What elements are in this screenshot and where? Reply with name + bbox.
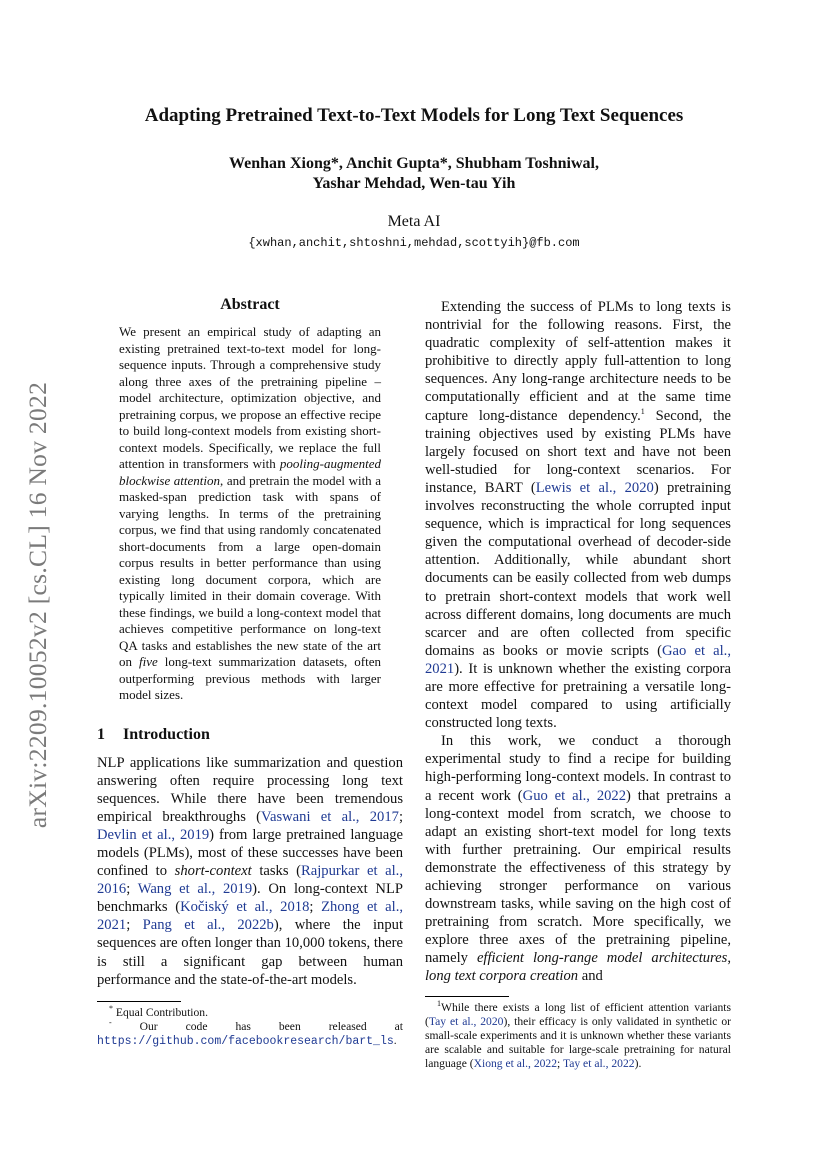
footnote-mark: 1	[437, 998, 441, 1008]
footnotes-left	[97, 1003, 403, 1050]
citation-link[interactable]: Tay et al., 2022	[562, 1057, 635, 1071]
emphasis: short-context	[174, 863, 252, 880]
citation-link[interactable]: Kočiský et al., 2018	[180, 899, 310, 916]
right-paragraph-2	[425, 732, 731, 985]
text-run: Extending the success of PLMs to long texts is nontrivial for the following reasons. First, the quadratic complexity of self-attention makes it prohibitive to directly apply full-attention to long sequences. Any long-range architecture needs to be computationally efficient and at the same time capture long-distance dependency.	[425, 299, 731, 424]
section-title: Introduction	[123, 725, 210, 743]
footnote-text: ;	[557, 1057, 563, 1071]
citation-link[interactable]: Zhong et al., 2021	[97, 899, 404, 934]
footnote-1	[425, 998, 731, 1072]
abstract-text	[119, 324, 381, 704]
citation-link[interactable]: Devlin et al., 2019	[97, 826, 210, 843]
section-number: 1	[97, 725, 105, 743]
right-paragraph-1	[425, 298, 731, 732]
text-run: ;	[398, 808, 403, 825]
left-column	[97, 296, 403, 1049]
footnote-equal-contribution	[97, 1003, 403, 1020]
footnote-text: Equal Contribution.	[113, 1005, 208, 1019]
intro-paragraph-1	[97, 754, 403, 989]
text-run: ), where the input sequences are often longer than 10,000 tokens, there is still a significant gap between human performance and the state-of-the-art models.	[97, 917, 403, 988]
text-run: ) from large pretrained language models (PLMs), most of these successes have been confined to	[97, 826, 403, 880]
author-line-2: Yashar Mehdad, Wen-tau Yih	[312, 175, 516, 192]
text-run: ;	[309, 899, 322, 916]
abstract-part: long-text summarization datasets, often outperforming previous methods with larger model sizes.	[119, 654, 381, 702]
text-run: and	[578, 968, 603, 985]
author-line-1: Wenhan Xiong*, Anchit Gupta*, Shubham Toshniwal,	[229, 155, 599, 172]
abstract-heading: Abstract	[220, 296, 280, 313]
footnote-mark: -	[109, 1018, 112, 1028]
text-run: ,	[727, 950, 732, 967]
citation-link[interactable]: Wang et al., 2019	[137, 881, 253, 898]
footnote-text: Our code has been released at	[111, 1019, 403, 1033]
arxiv-stamp-text: arXiv:2209.10052v2 [cs.CL] 16 Nov 2022	[23, 381, 52, 829]
emphasis: efficient long-range model architectures	[476, 950, 728, 967]
citation-link[interactable]: Xiong et al., 2022	[473, 1057, 558, 1071]
citation-link[interactable]: Vaswani et al., 2017	[261, 808, 399, 825]
citation-link[interactable]: Pang et al., 2022b	[142, 917, 274, 934]
text-run: ). On long-context NLP benchmarks (	[97, 881, 404, 916]
text-run: ;	[126, 881, 138, 898]
footnote-text: ).	[634, 1057, 642, 1071]
affiliation: Meta AI	[387, 213, 441, 230]
text-run: tasks (	[251, 863, 301, 880]
citation-link[interactable]: Gao et al., 2021	[425, 642, 731, 677]
footnote-divider	[97, 1001, 181, 1002]
text-run: NLP applications like summarization and question answering often require processing long text sequences. While there have been tremendous empirical breakthroughs (	[97, 754, 403, 825]
citation-link[interactable]: Tay et al., 2020	[428, 1014, 504, 1028]
right-column	[425, 298, 731, 1072]
abstract-part: We present an empirical study of adapting an existing pretrained text-to-text model for long-sequence inputs. Through a comprehensive study along three axes of the pretraining pipeline – model architecture, optimization objective, and pretraining corpus, we propose an effective recipe to build long-context models from existing short-context models. Specifically, we replace the full attention in transformers with	[119, 324, 381, 471]
text-run: Second, the training objectives used by existing PLMs have largely focused on short text and have not been well-studied for long-context scenarios. For instance, BART (	[425, 407, 731, 496]
emphasis: long text corpora creation	[425, 968, 579, 985]
citation-link[interactable]: Guo et al., 2022	[522, 787, 627, 804]
footnote-divider	[425, 996, 509, 997]
code-url-link[interactable]: https://github.com/facebookresearch/bart_ls	[97, 1035, 394, 1049]
footnote-attention-variants	[425, 998, 731, 1072]
footnote-ref[interactable]: 1	[640, 406, 645, 416]
arxiv-stamp	[15, 360, 61, 850]
abstract-part: , and pretrain the model with a masked-span prediction task with spans of varying lengths. In terms of the pretraining corpus, we find that using randomly concatenated short-documents from a large open-domain corpus results in better performance than using existing long document corpora, which are typically limited in their domain coverage. With these findings, we build a long-context model that achieves competitive performance on long-text QA tasks and establishes the new state of the art on	[119, 472, 381, 669]
footnote-text: .	[393, 1034, 397, 1048]
text-run: ) that pretrains a long-context model from scratch, we choose to adapt an existing short-text model for long texts with further pretraining. Our empirical results demonstrate the effectiveness of this strategy by achieving stronger performance on various downstream tasks, while saving on the high cost of pretraining from scratch. More specifically, we explore three axes of the pretraining pipeline, namely	[425, 787, 731, 967]
citation-link[interactable]: Lewis et al., 2020	[535, 479, 654, 496]
author-list	[90, 154, 738, 194]
author-emails: {xwhan,anchit,shtoshni,mehdad,scottyih}@fb.com	[248, 236, 580, 250]
abstract-emphasis: five	[138, 654, 158, 669]
footnote-text: While there exists a long list of efficient attention variants (	[425, 1000, 731, 1028]
text-run: In this work, we conduct a thorough experimental study to find a recipe for building high-performing long-context models. In contrast to a recent work (	[425, 733, 731, 804]
footnote-text: ), their efficacy is only validated in synthetic or small-scale experiments and it is unknown whether these variants are scalable and suitable for large-scale pretraining for natural language (	[425, 1014, 731, 1071]
paper-title: Adapting Pretrained Text-to-Text Models for Long Text Sequences	[144, 105, 684, 126]
section-heading-introduction	[97, 726, 403, 744]
text-run: ). It is unknown whether the existing corpora are more effective for pretraining a versatile long-context model compared to using artificially constructed long texts.	[425, 660, 731, 732]
text-run: ;	[126, 917, 143, 934]
text-run: ) pretraining involves reconstructing the whole corrupted input sequence, which is impractical for long sequences given the computational overhead of decoder-side attention. Additionally, while abundant short documents can be easily collected from web dumps to pretrain short-context models that work well across different domains, long documents are much scarcer and are often collected from specific domains as books or movie scripts (	[425, 479, 731, 659]
footnote-mark: *	[109, 1003, 113, 1013]
abstract-emphasis: pooling-augmented blockwise attention	[119, 456, 381, 488]
citation-link[interactable]: Rajpurkar et al., 2016	[97, 863, 403, 898]
footnote-code-release	[97, 1020, 403, 1049]
